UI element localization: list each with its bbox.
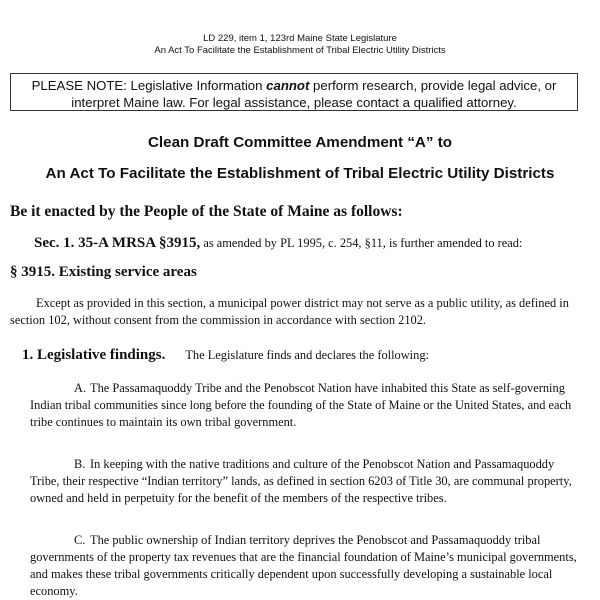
notice-prefix: PLEASE NOTE: Legislative Information bbox=[31, 78, 267, 93]
section-label: Sec. 1. 35-A MRSA §3915, bbox=[34, 235, 201, 251]
finding-text: In keeping with the native traditions and culture of the Penobscot Nation and Passamaquoddy Tribe, their respective “Indian territory” lands, as defined in section 6203 of Title 30, are communal property, owned and held in perpetuity for the benefit of the members of the respective tribes. bbox=[30, 457, 572, 505]
notice-emphasis: cannot bbox=[266, 78, 310, 93]
act-title: An Act To Facilitate the Establishment of Tribal Electric Utility Districts bbox=[45, 165, 555, 182]
finding-text: The Passamaquoddy Tribe and the Penobscot Nation have inhabited this State as self-governing Indian tribal communities since long before the founding of the State of Maine or the United States, and each tribe continues to maintain its own tribal government. bbox=[30, 381, 572, 429]
finding-paragraph bbox=[30, 456, 582, 507]
subsection-label: 1. Legislative findings. bbox=[22, 347, 166, 363]
intro-paragraph: Except as provided in this section, a municipal power district may not serve as a public utility, as defined in section 102, without consent from the commission in accordance with section 2102. bbox=[10, 296, 569, 327]
finding-text: The public ownership of Indian territory deprives the Penobscot and Passamaquoddy tribal governments of the property tax revenues that are the financial foundation of Maine’s municipal governments, and makes these tribal governments critically dependent upon successfully developing a sustainable local economy. bbox=[30, 533, 577, 598]
section-heading: § 3915. Existing service areas bbox=[10, 264, 197, 280]
notice-suffix: perform research, provide legal advice, or interpret Maine law. For legal assistance, please contact a qualified attorney. bbox=[71, 78, 557, 110]
finding-marker: B. bbox=[74, 457, 86, 471]
finding-paragraph bbox=[30, 380, 582, 431]
finding-marker: C. bbox=[74, 533, 86, 547]
legal-notice-box bbox=[10, 73, 578, 111]
finding-marker: A. bbox=[74, 381, 87, 395]
enacting-clause: Be it enacted by the People of the State of Maine as follows: bbox=[10, 203, 403, 220]
section-amendment-line bbox=[34, 235, 522, 251]
finding-paragraph bbox=[30, 532, 582, 600]
amendment-title: Clean Draft Committee Amendment “A” to bbox=[147, 134, 453, 151]
document-header-citation: LD 229, item 1, 123rd Maine State Legislature bbox=[203, 33, 397, 44]
document-header-title: An Act To Facilitate the Establishment of Tribal Electric Utility Districts bbox=[154, 45, 446, 56]
section-text: as amended by PL 1995, c. 254, §11, is further amended to read: bbox=[200, 236, 523, 250]
subsection-text: The Legislature finds and declares the following: bbox=[185, 348, 429, 362]
subsection-heading bbox=[22, 346, 429, 364]
